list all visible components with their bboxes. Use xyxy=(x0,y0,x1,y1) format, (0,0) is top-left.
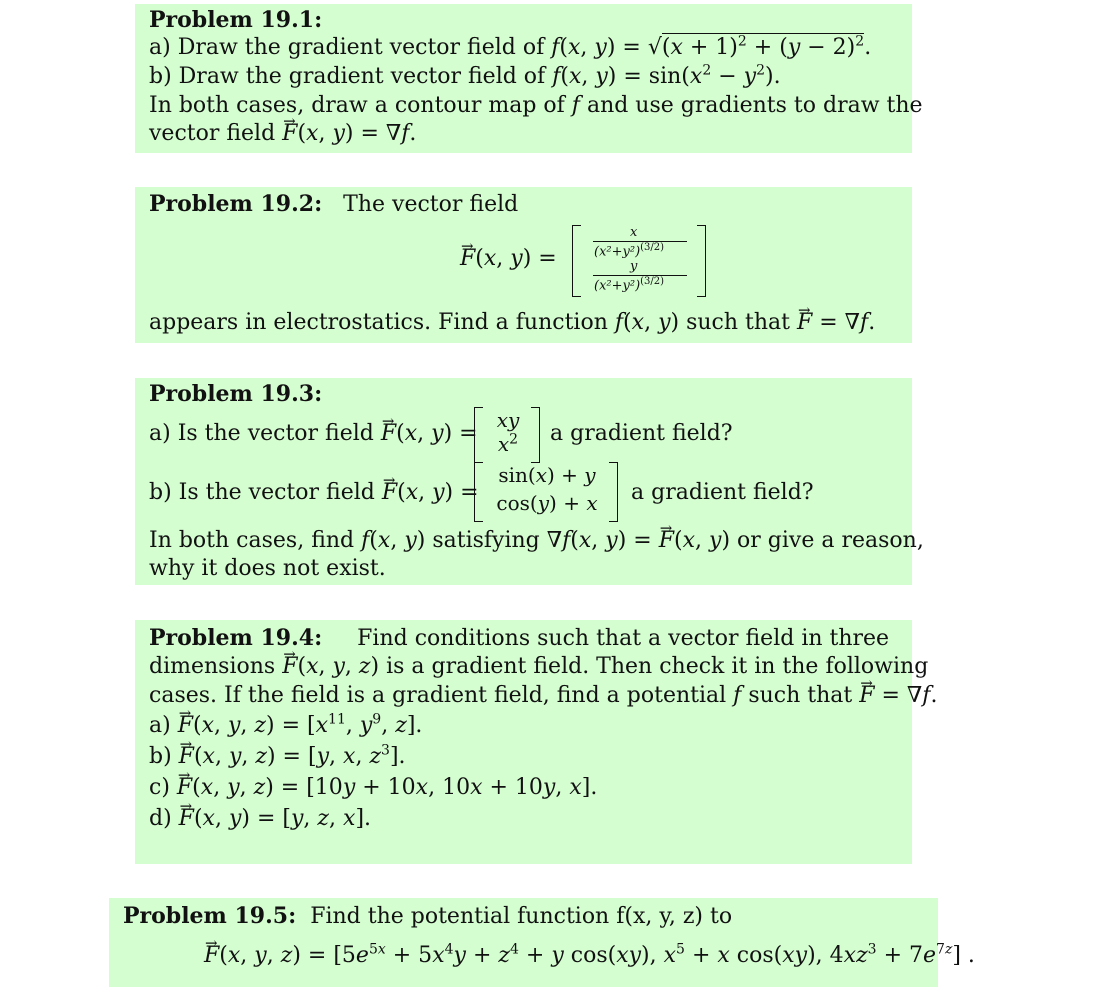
problem-19-2-lhs: → F(x, y) = xyxy=(460,245,557,273)
left-bracket-a xyxy=(474,407,483,463)
problem-19-1-title: Problem 19.1: xyxy=(149,7,323,33)
left-bracket-b xyxy=(474,462,483,522)
problem-19-1-part-b: b) Draw the gradient vector field of f(x, $y) = \sin(x^2 - y^2)$. xyxy=(149,62,781,89)
denominator-top: $(x^2+y^2)^{(3/2)}$ xyxy=(594,242,665,260)
left-bracket xyxy=(572,225,581,297)
matrix-a-top: xy xyxy=(496,408,520,432)
problem-19-4-part-d: d) → F(x, y) = [y, z, x]. xyxy=(149,805,371,833)
problem-19-3-line5: In both cases, find f(x, y) satisfying ∇f(x, y) = → F(x, y) or give a reason, xyxy=(149,527,924,555)
right-bracket xyxy=(697,225,706,297)
problem-19-3-title: Problem 19.3: xyxy=(149,381,323,407)
problem-19-1-part-a: a) Draw the gradient vector field of f(x, $y) = √(x + 1)^2 + (y - 2)^2$. xyxy=(149,33,872,60)
problem-19-3-part-b: b) Is the vector field → F(x, y) = xyxy=(149,479,479,507)
problem-19-3-box xyxy=(135,378,924,585)
matrix-a-bottom: $x^2$ xyxy=(497,431,519,456)
problem-19-3-line6: why it does not exist. xyxy=(149,556,386,581)
problem-19-1-box xyxy=(135,4,923,153)
problem-19-2-last-line: appears in electrostatics. Find a function f(x, y) such that → F = ∇f. xyxy=(149,309,875,337)
problem-19-4-box xyxy=(135,620,938,864)
problem-19-3-part-a-suffix: a gradient field? xyxy=(550,421,733,446)
denominator-bottom: $(x^2+y^2)^{(3/2)}$ xyxy=(594,276,665,294)
problem-19-5-formula: → F(x, y, $z) = [5e^{5x} + 5x^4y + z^4 + y$ cos(xy), $x^5 + x$ cos(xy), $4xz^3 + 7e^{7z}$] . xyxy=(204,942,975,970)
problem-19-4-line1: Problem 19.4: Find conditions such that a vector field in three xyxy=(149,625,890,651)
matrix-b-top: sin(x) + y xyxy=(498,463,596,487)
problem-19-4-part-b: b) → F(x, y, z) = [y, x, $z^3$]. xyxy=(149,743,406,771)
problem-19-2-title: Problem 19.2: The vector field xyxy=(149,191,519,217)
problem-19-4-line3: cases. If the field is a gradient field, find a potential f such that → F = ∇f. xyxy=(149,682,937,710)
problem-19-4-part-c: c) → F(x, y, z) = [10y + 10x, 10x + 10y, x]. xyxy=(149,774,597,802)
problem-19-4-part-a: a) → F(x, y, $z) = [x^{11}$, $y^9$, z]. xyxy=(149,712,422,740)
problem-19-5-box xyxy=(109,898,975,987)
problem-19-1-line4: vector field → F(x, y) = ∇f. xyxy=(149,120,416,148)
problem-19-3-part-b-suffix: a gradient field? xyxy=(631,480,814,505)
problem-19-1-line3: In both cases, draw a contour map of f and use gradients to draw the xyxy=(149,93,923,118)
problem-19-2-box xyxy=(135,187,912,343)
matrix-b-bottom: cos(y) + x xyxy=(496,491,598,515)
right-bracket-a xyxy=(531,407,540,463)
right-bracket-b xyxy=(609,462,618,522)
numerator-bottom: y xyxy=(630,259,638,274)
problem-19-5-title-line: Problem 19.5: Find the potential function f(x, y, z) to xyxy=(123,903,733,929)
problem-19-3-part-a: a) Is the vector field → F(x, y) = xyxy=(149,420,478,448)
numerator-top: x xyxy=(630,225,638,240)
problem-19-4-line2: dimensions → F(x, y, z) is a gradient field. Then check it in the following xyxy=(149,653,928,681)
